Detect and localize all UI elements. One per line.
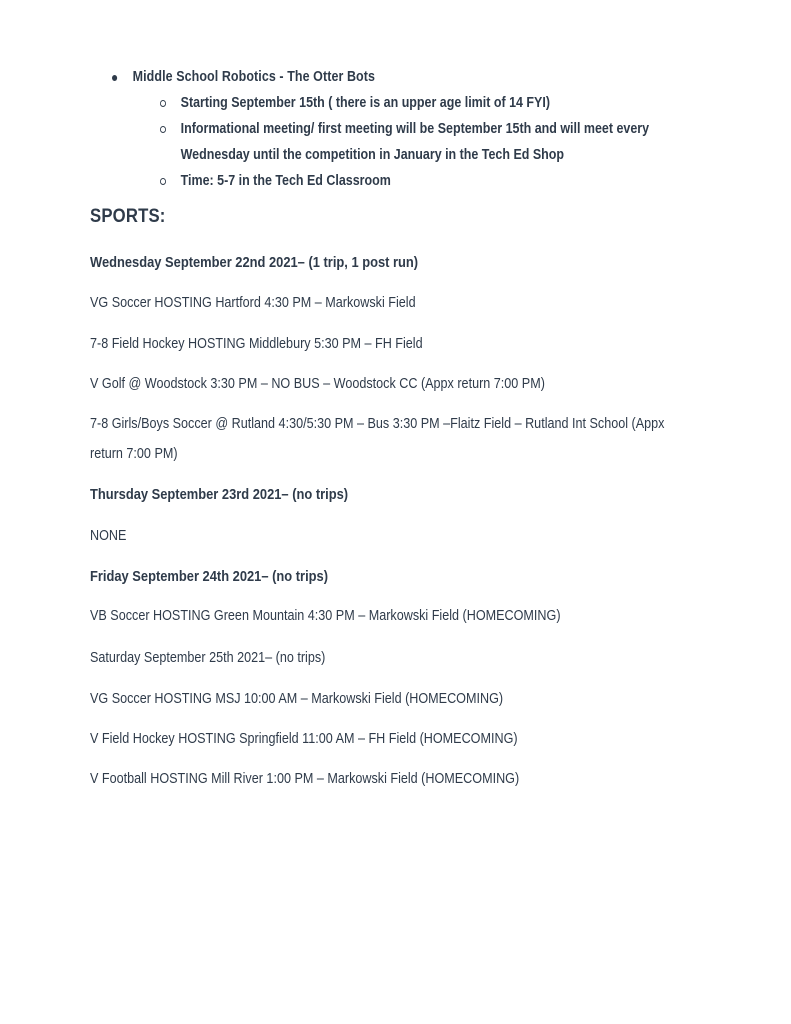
- robotics-sub-list: [160, 90, 720, 194]
- event-line: V Field Hockey HOSTING Springfield 11:00 AM – FH Field (HOMECOMING): [90, 730, 518, 747]
- sub-item-text: Informational meeting/ first meeting will be September 15th and will meet every Wednesday until the competition in January in the Tech Ed Shop: [180, 121, 650, 163]
- event-line: V Football HOSTING Mill River 1:00 PM – Markowski Field (HOMECOMING): [90, 770, 520, 787]
- friday-heading: Friday September 24th 2021– (no trips): [90, 568, 329, 585]
- circle-bullet-icon: [160, 178, 166, 185]
- event-line: NONE: [90, 527, 127, 544]
- wednesday-heading: Wednesday September 22nd 2021– (1 trip, 1 post run): [90, 254, 419, 271]
- list-item: [160, 90, 679, 116]
- event-line: VG Soccer HOSTING Hartford 4:30 PM – Markowski Field: [90, 294, 416, 311]
- circle-bullet-icon: [160, 126, 166, 133]
- event-line: VB Soccer HOSTING Green Mountain 4:30 PM – Markowski Field (HOMECOMING): [90, 607, 561, 624]
- event-line: VG Soccer HOSTING MSJ 10:00 AM – Markowski Field (HOMECOMING): [90, 690, 504, 707]
- list-item: [160, 116, 679, 168]
- robotics-title: Middle School Robotics - The Otter Bots: [132, 69, 376, 85]
- saturday-heading: Saturday September 25th 2021– (no trips): [90, 649, 326, 666]
- event-line: 7-8 Field Hockey HOSTING Middlebury 5:30 PM – FH Field: [90, 335, 423, 352]
- sub-item-text: Starting September 15th ( there is an upper age limit of 14 FYI): [180, 95, 550, 111]
- robotics-list: [112, 64, 732, 90]
- sports-heading: SPORTS:: [90, 206, 166, 227]
- sub-item-text: Time: 5-7 in the Tech Ed Classroom: [180, 173, 391, 189]
- list-item: [112, 64, 645, 90]
- event-line: V Golf @ Woodstock 3:30 PM – NO BUS – Woodstock CC (Appx return 7:00 PM): [90, 375, 545, 392]
- list-item: [160, 168, 679, 194]
- event-line: 7-8 Girls/Boys Soccer @ Rutland 4:30/5:30 PM – Bus 3:30 PM –Flaitz Field – Rutland Int School (Appx return 7:00 PM): [90, 415, 665, 462]
- bullet-icon: [112, 75, 117, 81]
- thursday-heading: Thursday September 23rd 2021– (no trips): [90, 486, 349, 503]
- circle-bullet-icon: [160, 100, 166, 107]
